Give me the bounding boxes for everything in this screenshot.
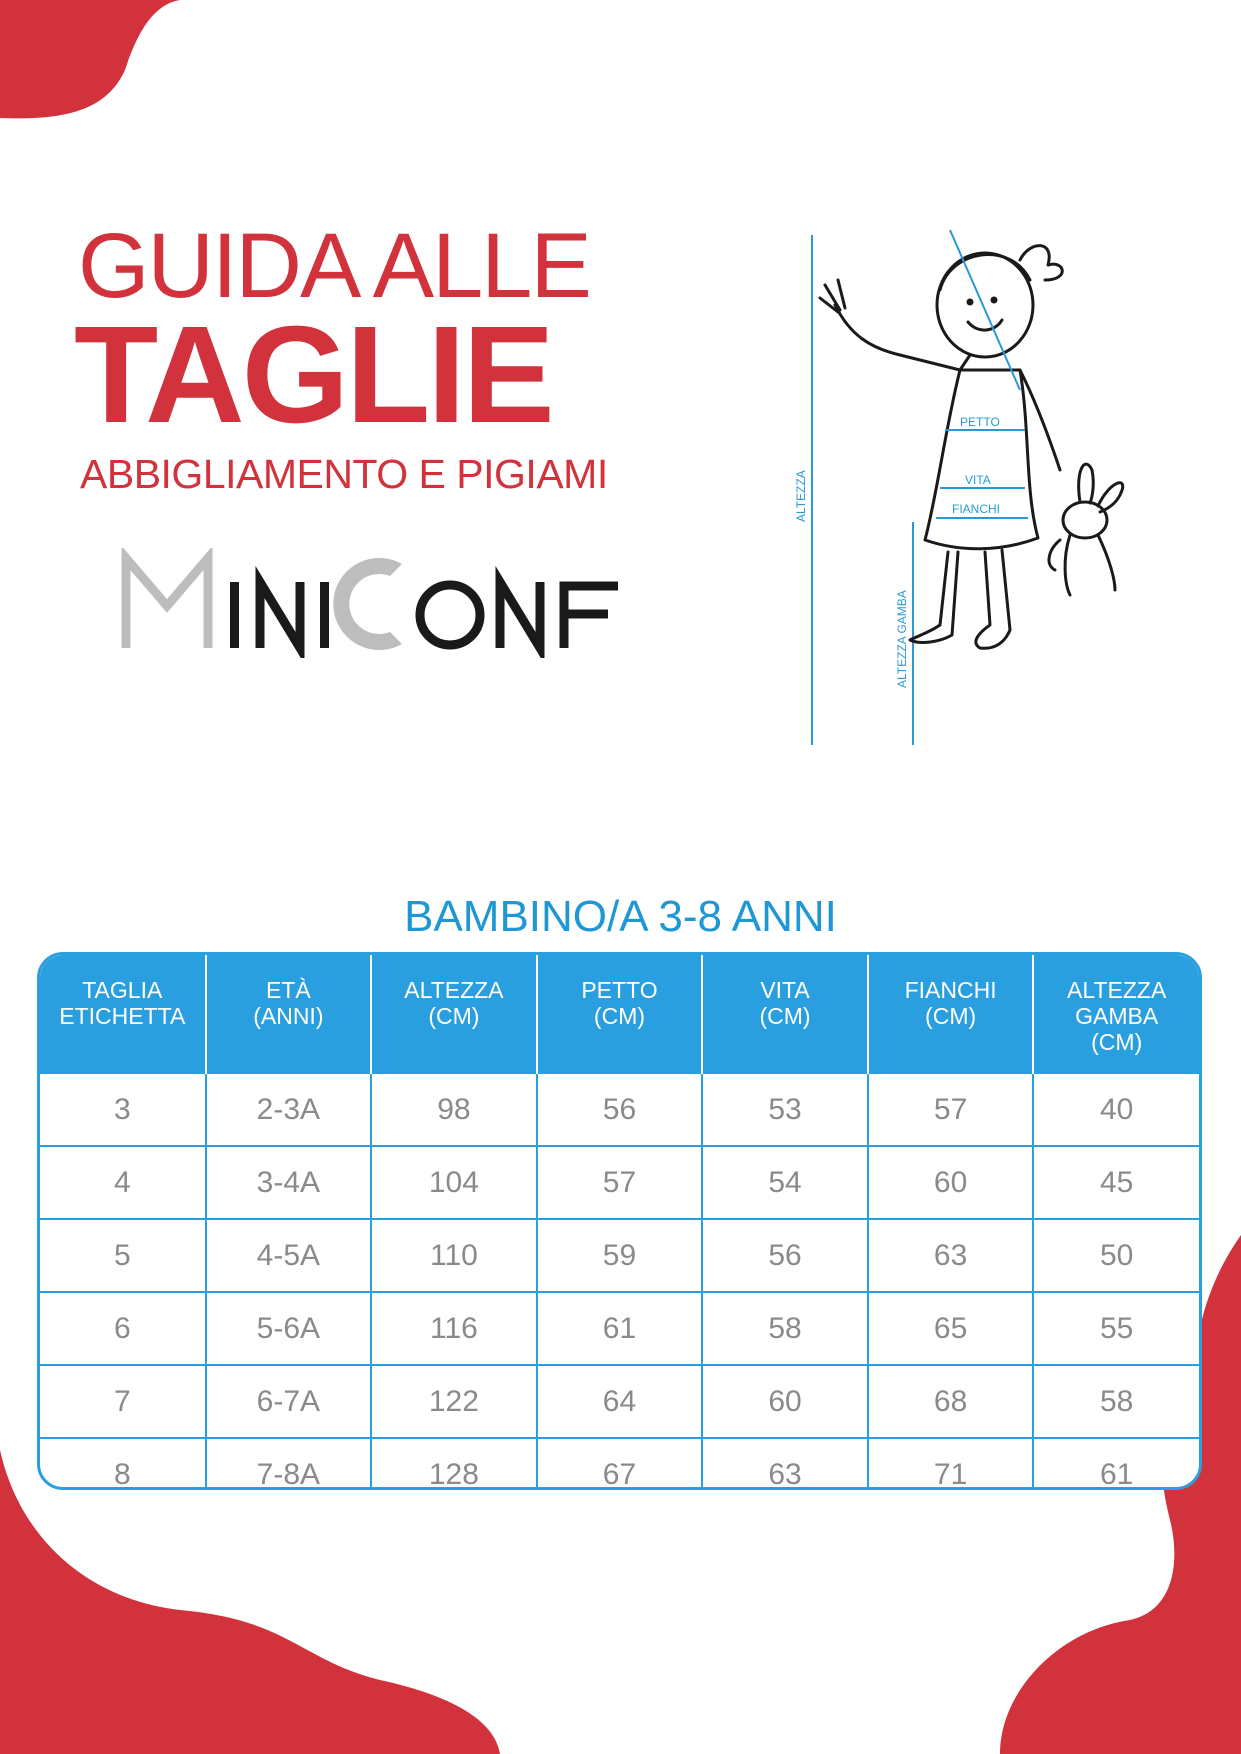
logo-n — [260, 582, 300, 648]
table-cell: 104 — [371, 1146, 537, 1219]
table-row — [40, 1074, 1199, 1146]
table-cell: 60 — [868, 1146, 1034, 1219]
bottom-left-blob — [0, 1450, 500, 1754]
table-cell: 63 — [702, 1438, 868, 1490]
table-cell: 61 — [537, 1292, 703, 1365]
table-cell: 6-7A — [206, 1365, 372, 1438]
table-cell: 58 — [702, 1292, 868, 1365]
table-cell: 55 — [1033, 1292, 1199, 1365]
table-cell: 8 — [40, 1438, 206, 1490]
col-header-chest: PETTO (CM) — [537, 955, 703, 1074]
table-row — [40, 1365, 1199, 1438]
table-row — [40, 1438, 1199, 1490]
page-title-line2: TAGLIE — [74, 298, 552, 452]
table-cell: 58 — [1033, 1365, 1199, 1438]
table-cell: 59 — [537, 1219, 703, 1292]
table-cell: 98 — [371, 1074, 537, 1146]
page-title-line1: GUIDA ALLE — [78, 215, 590, 317]
table-cell: 5 — [40, 1219, 206, 1292]
table-cell: 6 — [40, 1292, 206, 1365]
table-cell: 63 — [868, 1219, 1034, 1292]
table-row — [40, 1146, 1199, 1219]
col-header-age: ETÀ (ANNI) — [206, 955, 372, 1074]
page-subtitle: ABBIGLIAMENTO E PIGIAMI — [80, 451, 608, 497]
col-header-leg-height: ALTEZZA GAMBA (CM) — [1033, 955, 1199, 1074]
col-header-size-label: TAGLIA ETICHETTA — [40, 955, 206, 1074]
table-cell: 57 — [537, 1146, 703, 1219]
table-cell: 67 — [537, 1438, 703, 1490]
table-cell: 4-5A — [206, 1219, 372, 1292]
leg-height-label: ALTEZZA GAMBA — [895, 590, 909, 688]
table-cell: 57 — [868, 1074, 1034, 1146]
table-cell: 2-3A — [206, 1074, 372, 1146]
hips-label: FIANCHI — [952, 502, 1000, 516]
logo-o — [420, 585, 480, 645]
table-cell: 61 — [1033, 1438, 1199, 1490]
logo-f — [564, 586, 618, 648]
col-header-height: ALTEZZA (CM) — [371, 955, 537, 1074]
table-cell: 122 — [371, 1365, 537, 1438]
table-cell: 3-4A — [206, 1146, 372, 1219]
logo-i2 — [320, 582, 329, 648]
table-cell: 64 — [537, 1365, 703, 1438]
table-cell: 3 — [40, 1074, 206, 1146]
table-cell: 5-6A — [206, 1292, 372, 1365]
col-header-waist: VITA (CM) — [702, 955, 868, 1074]
table-cell: 7 — [40, 1365, 206, 1438]
chest-label: PETTO — [960, 415, 1000, 429]
table-cell: 4 — [40, 1146, 206, 1219]
col-header-hips: FIANCHI (CM) — [868, 955, 1034, 1074]
table-cell: 54 — [702, 1146, 868, 1219]
table-cell: 45 — [1033, 1146, 1199, 1219]
logo-c-shape — [333, 558, 402, 650]
table-cell: 68 — [868, 1365, 1034, 1438]
table-cell: 40 — [1100, 1092, 1134, 1126]
table-cell: 65 — [868, 1292, 1034, 1365]
size-table — [37, 952, 1202, 1490]
table-cell: 128 — [371, 1438, 537, 1490]
waist-label: VITA — [965, 473, 991, 487]
table-cell: 56 — [537, 1074, 703, 1146]
table-cell: 71 — [868, 1438, 1034, 1490]
top-left-blob — [0, 0, 180, 118]
logo-i1 — [230, 582, 239, 648]
logo-m-shape — [126, 558, 208, 648]
table-cell: 56 — [702, 1219, 868, 1292]
table-row — [40, 1292, 1199, 1365]
table-row — [40, 1219, 1199, 1292]
table-header-row — [40, 955, 1199, 1074]
girl-drawing — [820, 246, 1123, 649]
table-cell: 7-8A — [206, 1438, 372, 1490]
miniconf-logo — [120, 548, 630, 658]
table-cell: 53 — [702, 1074, 868, 1146]
height-label: ALTEZZA — [794, 470, 808, 522]
child-measurement-illustration — [780, 230, 1180, 750]
logo-n2 — [500, 582, 540, 648]
table-cell: 50 — [1033, 1219, 1199, 1292]
table-cell: 110 — [371, 1219, 537, 1292]
size-table-title: BAMBINO/A 3-8 ANNI — [404, 892, 837, 941]
table-cell: 116 — [371, 1292, 537, 1365]
table-cell: 60 — [702, 1365, 868, 1438]
